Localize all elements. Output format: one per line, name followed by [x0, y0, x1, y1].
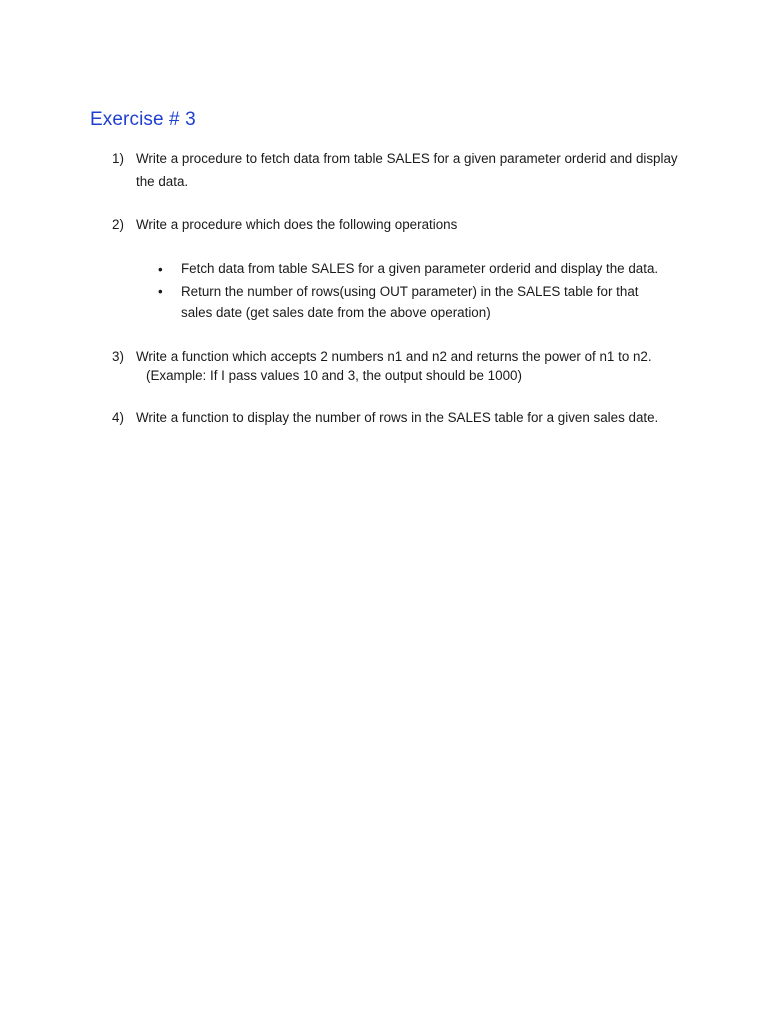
question-1-number: 1) — [112, 151, 124, 166]
bullet-2-symbol: • — [158, 284, 163, 299]
question-3-number: 3) — [112, 349, 124, 364]
question-2-bullet-1: Fetch data from table SALES for a given parameter orderid and display the data. — [181, 261, 659, 276]
question-4-number: 4) — [112, 410, 124, 425]
question-4-text: Write a function to display the number of rows in the SALES table for a given sales date. — [136, 410, 659, 425]
question-2-bullet-2: Return the number of rows(using OUT parameter) in the SALES table for that sales date (get sales date from the above operation) — [181, 284, 639, 320]
bullet-1-symbol: • — [158, 262, 163, 277]
question-2-number: 2) — [112, 217, 124, 232]
question-3-text: Write a function which accepts 2 numbers n1 and n2 and returns the power of n1 to n2. — [136, 349, 652, 364]
exercise-title: Exercise # 3 — [90, 109, 196, 130]
question-2-text: Write a procedure which does the following operations — [136, 217, 458, 232]
question-3-example: (Example: If I pass values 10 and 3, the output should be 1000) — [146, 368, 522, 383]
question-1-text: Write a procedure to fetch data from table SALES for a given parameter orderid and display the data. — [136, 151, 678, 189]
